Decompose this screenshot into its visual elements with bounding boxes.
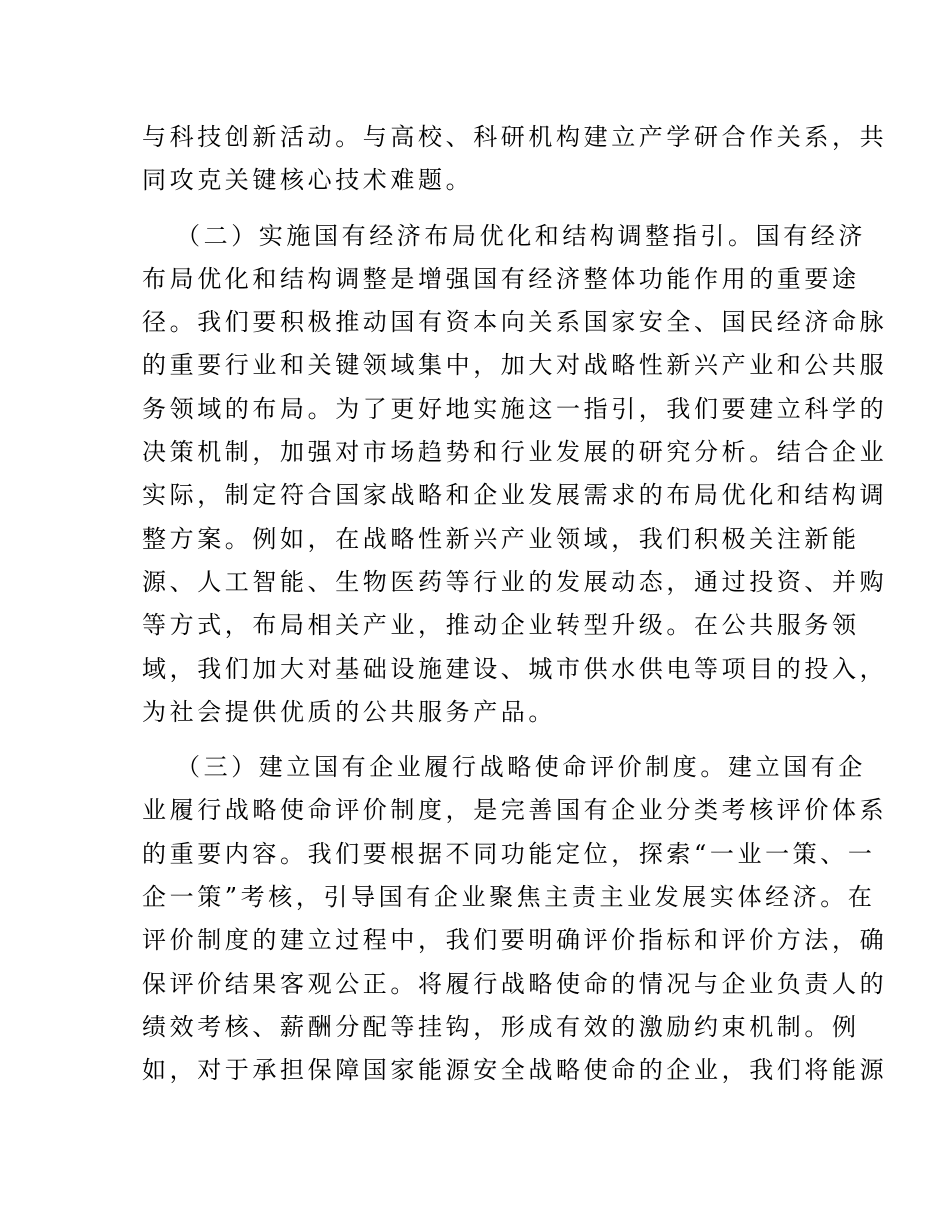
paragraph-section-three (142, 746, 888, 1092)
paragraph-continuation (142, 116, 888, 203)
text-line: 为社会提供优质的公共服务产品。 (142, 697, 556, 726)
text-line: 决策机制，加强对市场趋势和行业发展的研究分析。结合企业 (142, 438, 888, 467)
text-line: 径。我们要积极推动国有资本向关系国家安全、国民经济命脉 (142, 308, 888, 337)
text-line: 的重要内容。我们要根据不同功能定位，探索“一业一策、一 (142, 839, 876, 868)
section-heading-line: （二）实施国有经济布局优化和结构调整指引。国有经济 (176, 221, 866, 250)
text-line: 务领域的布局。为了更好地实施这一指引，我们要建立科学的 (142, 394, 888, 423)
text-line: 如，对于承担保障国家能源安全战略使命的企业，我们将能源 (142, 1056, 888, 1085)
text-line: 业履行战略使命评价制度，是完善国有企业分类考核评价体系 (142, 796, 888, 825)
text-line: 的重要行业和关键领域集中，加大对战略性新兴产业和公共服 (142, 351, 888, 380)
text-line: 保评价结果客观公正。将履行战略使命的情况与企业负责人的 (142, 969, 888, 998)
text-line: 整方案。例如，在战略性新兴产业领域，我们积极关注新能 (142, 524, 860, 553)
document-page (142, 116, 888, 1105)
text-line: 布局优化和结构调整是增强国有经济整体功能作用的重要途 (142, 264, 860, 293)
text-line: 源、人工智能、生物医药等行业的发展动态，通过投资、并购 (142, 567, 888, 596)
section-heading-line: （三）建立国有企业履行战略使命评价制度。建立国有企 (176, 753, 866, 782)
text-line: 实际，制定符合国家战略和企业发展需求的布局优化和结构调 (142, 481, 888, 510)
text-line: 与科技创新活动。与高校、科研机构建立产学研合作关系，共 (142, 123, 888, 151)
text-line: 企一策”考核，引导国有企业聚焦主责主业发展实体经济。在 (142, 883, 876, 912)
text-line: 绩效考核、薪酬分配等挂钩，形成有效的激励约束机制。例 (142, 1012, 860, 1041)
text-line: 同攻克关键核心技术难题。 (142, 166, 474, 195)
paragraph-section-two (142, 215, 888, 735)
text-line: 评价制度的建立过程中，我们要明确评价指标和评价方法，确 (142, 926, 888, 955)
text-line: 等方式，布局相关产业，推动企业转型升级。在公共服务领 (142, 611, 860, 640)
text-line: 域，我们加大对基础设施建设、城市供水供电等项目的投入， (142, 654, 888, 683)
